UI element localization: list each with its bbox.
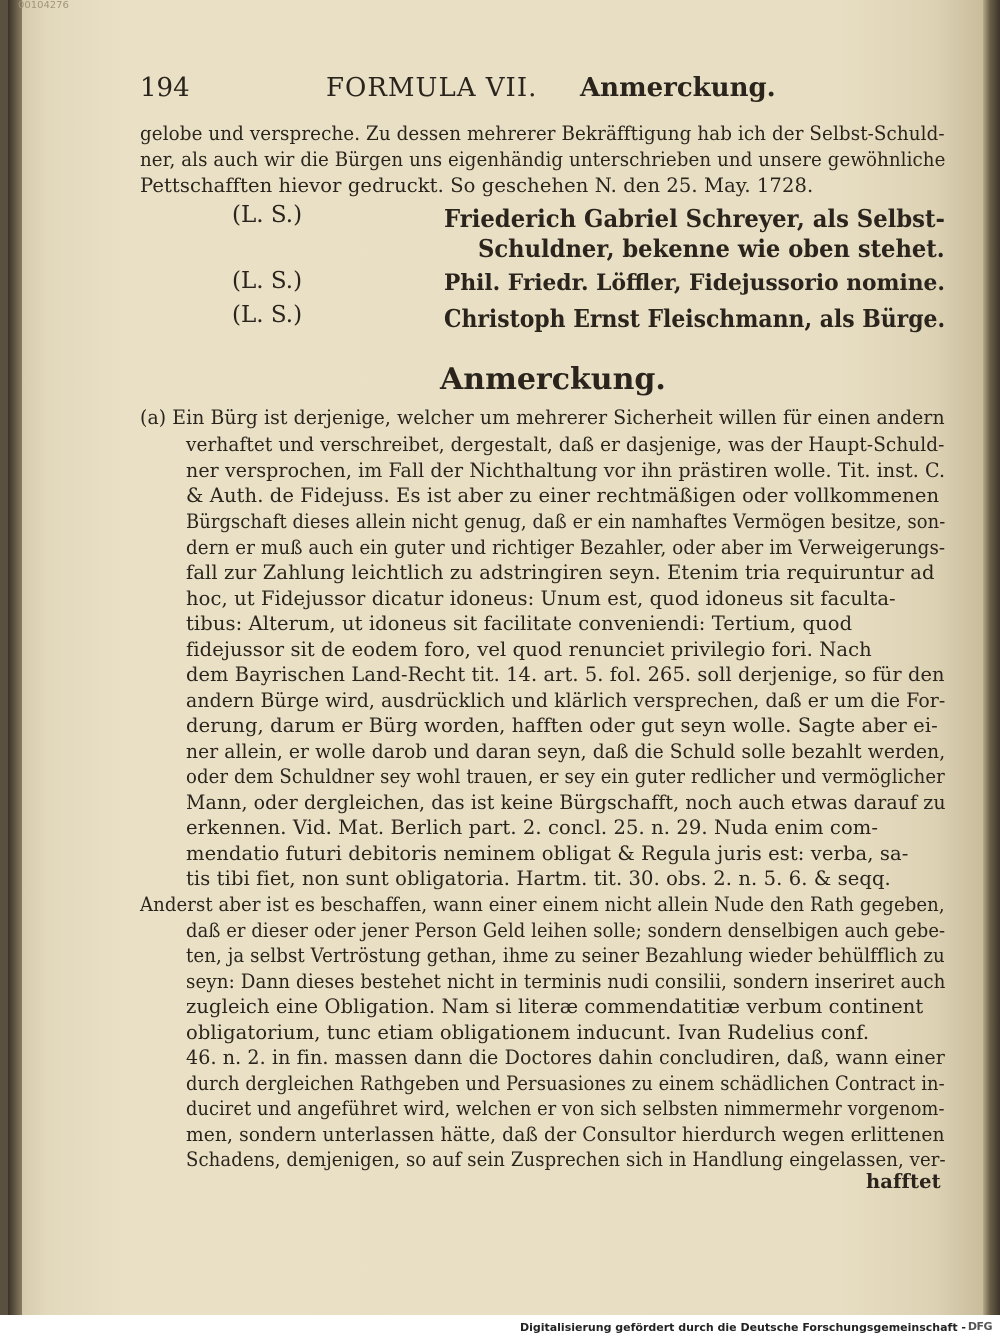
text-line: 46. n. 2. in fin. massen dann die Doctores dahin concludiren, daß, wann einer	[186, 1046, 945, 1069]
text-line: (a) Ein Bürg ist derjenige, welcher um mehrerer Sicherheit willen für einen andern	[140, 406, 945, 429]
text-line: derung, darum er Bürg worden, hafften oder gut seyn wolle. Sagte aber ei-	[186, 714, 938, 737]
page-header-title: FORMULA VII.	[326, 73, 538, 103]
footer-bar	[0, 1315, 1000, 1339]
signature-line: Schuldner, bekenne wie oben stehet.	[478, 234, 945, 263]
text-line: daß er dieser oder jener Person Geld leihen solle; sondern denselbigen auch gebe-	[186, 919, 946, 942]
text-line: erkennen. Vid. Mat. Berlich part. 2. concl. 25. n. 29. Nuda enim com-	[186, 816, 879, 839]
footer-credit: Digitalisierung gefördert durch die Deutsche Forschungsgemeinschaft -	[519, 1321, 966, 1334]
text-line: ner, als auch wir die Bürgen uns eigenhändig unterschrieben und unsere gewöhnliche	[140, 148, 946, 171]
page-number: 194	[140, 73, 190, 103]
text-line: Schadens, demjenigen, so auf sein Zusprechen sich in Handlung eingelassen, ver-	[186, 1148, 946, 1171]
text-line: fall zur Zahlung leichtlich zu adstringiren seyn. Etenim tria requiruntur ad	[186, 561, 935, 584]
text-line: zugleich eine Obligation. Nam si literæ commendatitiæ verbum continent	[186, 995, 924, 1018]
text-line: oder dem Schuldner sey wohl trauen, er sey ein guter redlicher und vermöglicher	[186, 765, 945, 788]
text-line: andern Bürge wird, ausdrücklich und klärlich versprechen, daß er um die For-	[186, 689, 946, 712]
signature-line: Phil. Friedr. Löffler, Fidejussorio nomine.	[444, 270, 945, 296]
text-line: hoc, ut Fidejussor dicatur idoneus: Unum est, quod idoneus sit faculta-	[186, 587, 896, 610]
section-heading: Anmerckung.	[440, 362, 666, 397]
dfg-logo: DFG	[967, 1320, 992, 1333]
text-line: gelobe und verspreche. Zu dessen mehrerer Bekräfftigung hab ich der Selbst-Schuld-	[140, 122, 945, 145]
text-line: dern er muß auch ein guter und richtiger Bezahler, oder aber im Verweigerungs-	[186, 536, 946, 559]
text-line: ner versprochen, im Fall der Nichthaltung vor ihn prästiren wolle. Tit. inst. C.	[186, 459, 946, 482]
text-line: obligatorium, tunc etiam obligationem inducunt. Ivan Rudelius conf.	[186, 1021, 870, 1044]
text-line: Pettschafften hievor gedruckt. So geschehen N. den 25. May. 1728.	[140, 174, 814, 197]
seal-mark: (L. S.)	[232, 202, 303, 228]
signature-line: Friederich Gabriel Schreyer, als Selbst-	[444, 204, 945, 233]
signature-line: Christoph Ernst Fleischmann, als Bürge.	[444, 304, 946, 333]
text-line: & Auth. de Fidejuss. Es ist aber zu einer rechtmäßigen oder vollkommenen	[186, 484, 940, 507]
text-line: Mann, oder dergleichen, das ist keine Bürgschafft, noch auch etwas darauf zu	[186, 791, 946, 814]
text-line: seyn: Dann dieses bestehet nicht in terminis nudi consilii, sondern inseriret auch	[186, 970, 946, 993]
text-line: ner allein, er wolle darob und daran seyn, daß die Schuld solle bezahlt werden,	[186, 740, 946, 763]
seal-mark: (L. S.)	[232, 268, 303, 294]
text-line: fidejussor sit de eodem foro, vel quod renunciet privilegio fori. Nach	[186, 638, 872, 661]
text-line: mendatio futuri debitoris neminem obligat & Regula juris est: verba, sa-	[186, 842, 909, 865]
scan-id: 00104276	[18, 0, 69, 11]
text-line: tibus: Alterum, ut idoneus sit facilitate conveniendi: Tertium, quod	[186, 612, 853, 635]
text-line: ten, ja selbst Vertröstung gethan, ihme zu seiner Bezahlung wieder behülfflich zu	[186, 944, 945, 967]
seal-mark: (L. S.)	[232, 302, 303, 328]
page-header-section: Anmerckung.	[580, 73, 776, 103]
text-line: men, sondern unterlassen hätte, daß der Consultor hierdurch wegen erlittenen	[186, 1123, 945, 1146]
book-gutter	[8, 0, 22, 1315]
text-line: dem Bayrischen Land-Recht tit. 14. art. 5. fol. 265. soll derjenige, so für den	[186, 663, 945, 686]
catchword: hafftet	[866, 1170, 941, 1193]
text-line: duciret und angeführet wird, welchen er von sich selbsten nimmermehr vorgenom-	[186, 1097, 945, 1120]
text-line: Anderst aber ist es beschaffen, wann einer einem nicht allein Nude den Rath gegeben,	[140, 893, 945, 916]
text-line: Bürgschaft dieses allein nicht genug, daß er ein namhaftes Vermögen besitze, son-	[186, 510, 946, 533]
text-line: durch dergleichen Rathgeben und Persuasiones zu einem schädlichen Contract in-	[186, 1072, 945, 1095]
book-edge	[983, 0, 1000, 1315]
text-line: tis tibi fiet, non sunt obligatoria. Hartm. tit. 30. obs. 2. n. 5. 6. & seqq.	[186, 867, 891, 890]
text-line: verhaftet und verschreibet, dergestalt, daß er dasjenige, was der Haupt-Schuld-	[186, 433, 945, 456]
